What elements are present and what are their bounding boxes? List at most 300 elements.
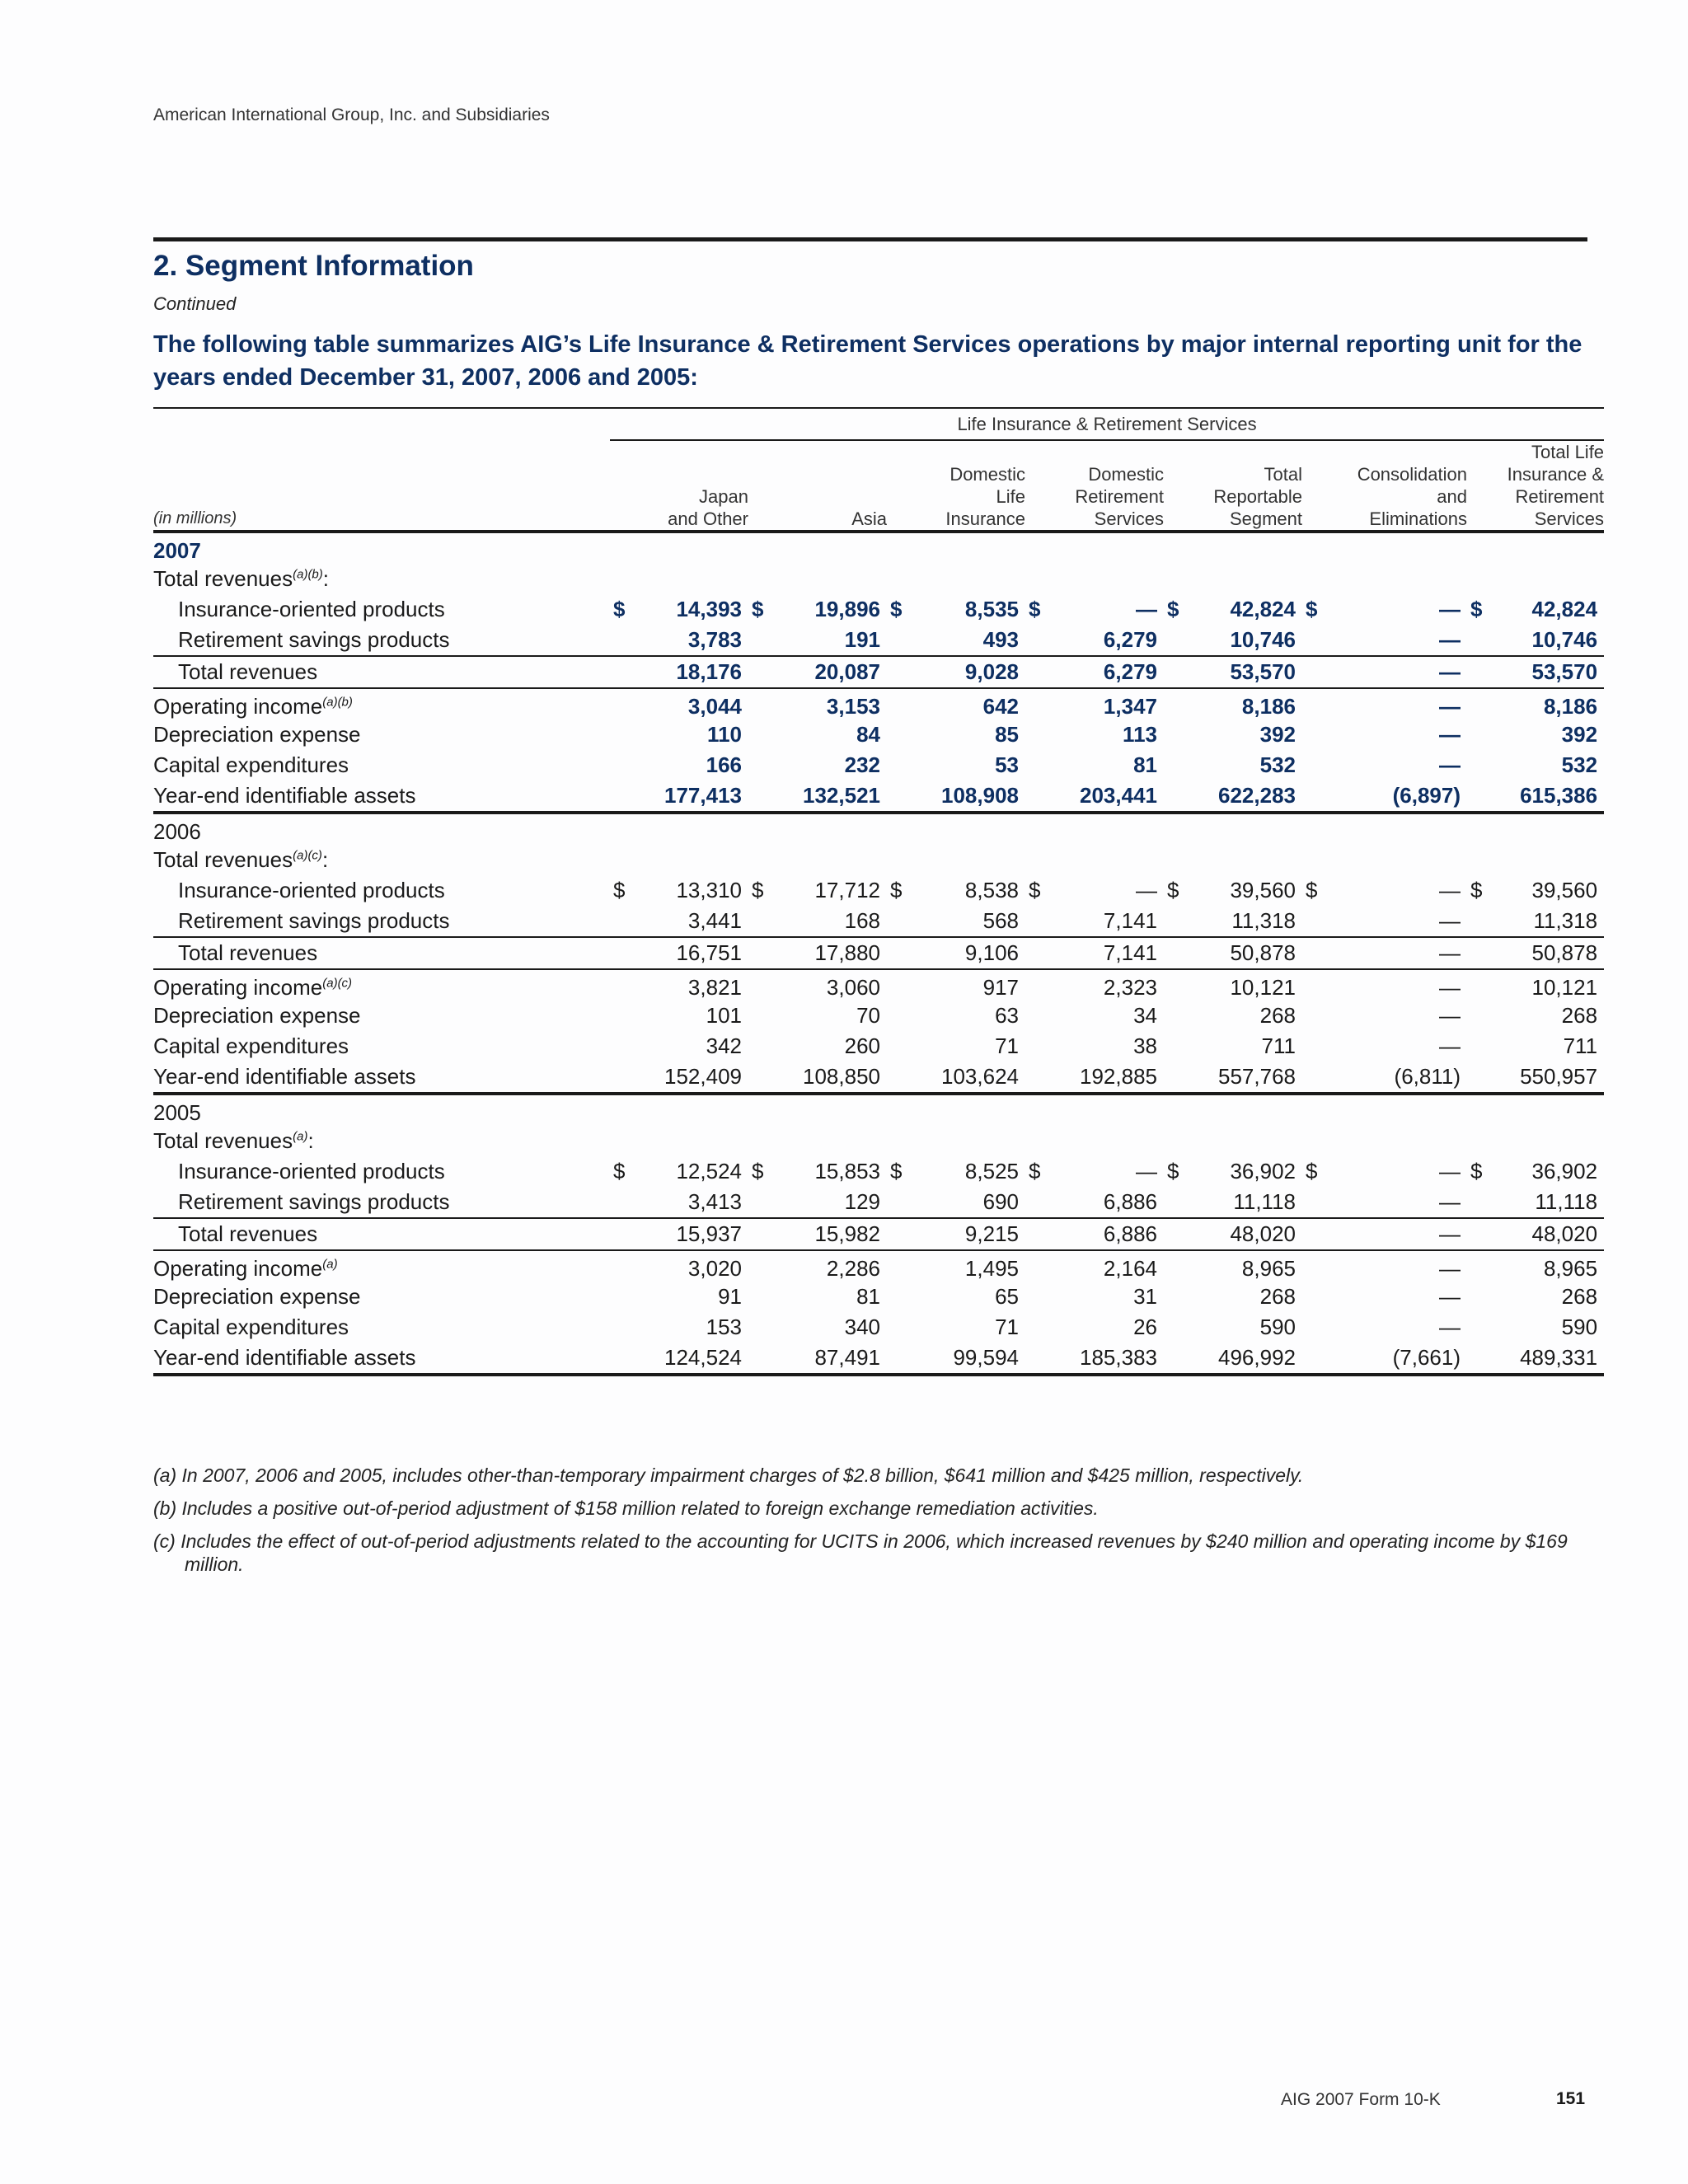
value-cell: 2,286 [826, 1256, 880, 1281]
dollar-sign: $ [752, 597, 764, 621]
data-row-capex [153, 750, 1604, 780]
value-text: 13,310 [676, 878, 742, 902]
value-cell: 15,982 [748, 1218, 887, 1250]
value-cell: 340 [844, 1315, 880, 1339]
data-row-dep [153, 1001, 1604, 1031]
value-text: 42,824 [1531, 597, 1598, 621]
row-label-text: Year-end identifiable assets [153, 1064, 416, 1089]
top-rule [153, 237, 1587, 241]
row-label-text: Year-end identifiable assets [153, 783, 416, 808]
value-cell: 11,118 [1233, 1189, 1296, 1214]
data-row-capex [153, 1312, 1604, 1343]
value-cell: 3,413 [687, 1189, 742, 1214]
value-cell: 65 [995, 1284, 1019, 1309]
value-cell: 8,186 [1543, 694, 1598, 719]
row-label [153, 1062, 610, 1094]
value-cell: 15,937 [610, 1218, 748, 1250]
row-label [153, 906, 610, 937]
year-heading-row [153, 1094, 1604, 1126]
data-row-retirement [153, 625, 1604, 656]
value-cell: 268 [1561, 1003, 1598, 1028]
row-label-text: Capital expenditures [153, 1315, 349, 1339]
row-label [153, 1250, 610, 1282]
row-label-text: Operating income [153, 975, 323, 1000]
value-cell: — [1439, 752, 1461, 777]
dollar-sign: $ [890, 878, 903, 902]
row-label-text: Year-end identifiable assets [153, 1345, 416, 1370]
data-row-assets [153, 1062, 1604, 1094]
value-cell: 81 [856, 1284, 880, 1309]
row-label-text: Operating income [153, 694, 323, 719]
value-cell: 17,880 [748, 937, 887, 969]
value-cell: 3,020 [687, 1256, 742, 1281]
value-cell: 20,087 [748, 656, 887, 688]
row-label [153, 969, 610, 1001]
value-text: — [1439, 878, 1461, 902]
column-header-line: Japan [699, 486, 748, 507]
value-cell: 16,751 [610, 937, 748, 969]
value-cell: 103,624 [887, 1062, 1025, 1094]
group-header-row [153, 408, 1604, 440]
value-cell [748, 1156, 887, 1187]
value-cell: 53,570 [1467, 656, 1604, 688]
value-cell: 71 [995, 1315, 1019, 1339]
dollar-sign: $ [1470, 1159, 1483, 1183]
value-cell: 496,992 [1164, 1343, 1302, 1375]
value-text: 8,535 [964, 597, 1019, 621]
dollar-sign: $ [1167, 597, 1179, 621]
value-text: 8,538 [964, 878, 1019, 902]
row-label-text: Retirement savings products [178, 627, 450, 652]
column-header-line: Segment [1229, 509, 1302, 529]
value-cell: 532 [1561, 752, 1598, 777]
column-header-line: Consolidation [1357, 464, 1467, 485]
value-cell: 185,383 [1025, 1343, 1164, 1375]
value-cell: 177,413 [610, 780, 748, 813]
column-header [887, 440, 1025, 532]
column-header [1025, 440, 1164, 532]
value-cell: 690 [982, 1189, 1019, 1214]
dollar-sign: $ [1470, 878, 1483, 902]
value-cell: 711 [1261, 1033, 1296, 1058]
value-cell: 260 [844, 1033, 880, 1058]
dollar-sign: $ [1029, 597, 1041, 621]
row-label [153, 1187, 610, 1218]
data-row-insurance [153, 1156, 1604, 1187]
data-row-total [153, 937, 1604, 969]
value-cell: 711 [1563, 1033, 1598, 1058]
value-text: — [1136, 1159, 1157, 1183]
continued-label: Continued [153, 293, 237, 314]
page-header: American International Group, Inc. and Subsidiaries [153, 105, 550, 124]
footnote-ref: (a)(c) [293, 848, 322, 863]
value-cell: — [1302, 937, 1467, 969]
dollar-sign: $ [1306, 878, 1318, 902]
value-cell: 191 [844, 627, 880, 652]
value-cell: — [1439, 722, 1461, 747]
value-cell: 132,521 [748, 780, 887, 813]
value-text: — [1439, 597, 1461, 621]
value-cell: 3,783 [687, 627, 742, 652]
row-label [153, 1282, 610, 1312]
value-cell: 8,965 [1241, 1256, 1296, 1281]
value-cell: 26 [1133, 1315, 1157, 1339]
dollar-sign: $ [752, 1159, 764, 1183]
row-label-text: Retirement savings products [178, 908, 450, 933]
value-cell: 232 [844, 752, 880, 777]
value-cell: 1,347 [1103, 694, 1157, 719]
value-cell: 6,886 [1103, 1189, 1157, 1214]
value-cell: 268 [1259, 1284, 1296, 1309]
group-title: Life Insurance & Retirement Services [610, 408, 1604, 440]
value-cell: 81 [1133, 752, 1157, 777]
data-row-insurance [153, 594, 1604, 625]
row-label [153, 1001, 610, 1031]
value-cell: 108,908 [887, 780, 1025, 813]
value-cell: 615,386 [1467, 780, 1604, 813]
units-label: (in millions) [153, 440, 610, 532]
value-cell: 8,965 [1543, 1256, 1598, 1281]
column-header-line: Services [1534, 509, 1605, 529]
value-cell: 11,318 [1533, 908, 1598, 933]
value-cell: 31 [1133, 1284, 1157, 1309]
row-label [153, 937, 610, 969]
row-label-text: Capital expenditures [153, 1033, 349, 1058]
value-cell: 268 [1561, 1284, 1598, 1309]
value-cell: 53 [995, 752, 1019, 777]
footnote-ref: (a)(b) [293, 567, 323, 582]
value-cell: — [1302, 1218, 1467, 1250]
value-cell: 11,118 [1535, 1189, 1598, 1214]
data-row-opinc [153, 1250, 1604, 1282]
row-label [153, 1343, 610, 1375]
value-cell: — [1439, 694, 1461, 719]
value-cell [748, 875, 887, 906]
value-cell: 87,491 [748, 1343, 887, 1375]
section-title: 2. Segment Information [153, 250, 474, 282]
column-header-row [153, 440, 1604, 532]
row-label [153, 688, 610, 719]
data-row-assets [153, 780, 1604, 813]
dollar-sign: $ [1470, 597, 1483, 621]
column-header-line: Life [996, 486, 1025, 507]
value-cell: 6,279 [1025, 656, 1164, 688]
segment-table [153, 407, 1604, 1376]
row-label-text: Depreciation expense [153, 722, 361, 747]
value-text: 42,824 [1230, 597, 1296, 621]
dollar-sign: $ [1167, 1159, 1179, 1183]
value-cell: 6,886 [1025, 1218, 1164, 1250]
value-cell: 642 [982, 694, 1019, 719]
value-cell: 48,020 [1164, 1218, 1302, 1250]
value-text: 36,902 [1230, 1159, 1296, 1183]
column-header-line: and [1437, 486, 1467, 507]
column-header-line: Total [1264, 464, 1302, 485]
column-header-line: Reportable [1213, 486, 1302, 507]
data-row-retirement [153, 906, 1604, 937]
column-header [1164, 440, 1302, 532]
value-cell: — [1439, 975, 1461, 1000]
value-text: 39,560 [1531, 878, 1598, 902]
value-cell: 590 [1259, 1315, 1296, 1339]
dollar-sign: $ [1029, 878, 1041, 902]
footnote: (b) Includes a positive out-of-period adjustment of $158 million related to foreign exchange remediation activities. [153, 1497, 1099, 1519]
value-cell [1025, 875, 1164, 906]
intro-paragraph: The following table summarizes AIG’s Life Insurance & Retirement Services operations by major internal reporting unit for the years ended December 31, 2007, 2006 and 2005: [153, 331, 1582, 391]
dollar-sign: $ [890, 597, 903, 621]
column-header-line: Insurance & [1507, 464, 1605, 485]
value-cell [1164, 1156, 1302, 1187]
value-cell: 489,331 [1467, 1343, 1604, 1375]
data-row-assets [153, 1343, 1604, 1375]
row-label [153, 625, 610, 656]
total-revenues-heading-row [153, 845, 1604, 875]
value-cell: — [1439, 1284, 1461, 1309]
value-cell: — [1439, 908, 1461, 933]
data-row-opinc [153, 688, 1604, 719]
row-label [153, 719, 610, 750]
value-cell: 1,495 [964, 1256, 1019, 1281]
year-heading-row [153, 813, 1604, 845]
value-cell: 532 [1259, 752, 1296, 777]
value-cell: 38 [1133, 1033, 1157, 1058]
value-cell: 85 [995, 722, 1019, 747]
value-cell: 70 [856, 1003, 880, 1028]
value-cell: 108,850 [748, 1062, 887, 1094]
value-text: 12,524 [676, 1159, 742, 1183]
value-text: 19,896 [814, 597, 880, 621]
row-label [153, 1156, 610, 1187]
value-cell [1302, 1156, 1467, 1187]
value-cell: 153 [706, 1315, 742, 1339]
value-cell: 168 [844, 908, 880, 933]
year-label: 2005 [153, 1100, 201, 1125]
value-cell: 8,186 [1241, 694, 1296, 719]
value-cell: 557,768 [1164, 1062, 1302, 1094]
row-label [153, 594, 610, 625]
value-cell: 2,164 [1103, 1256, 1157, 1281]
row-label-text: Operating income [153, 1256, 323, 1281]
column-header [748, 440, 887, 532]
value-cell: 392 [1259, 722, 1296, 747]
value-cell: 392 [1561, 722, 1598, 747]
value-cell: 129 [844, 1189, 880, 1214]
dollar-sign: $ [613, 1159, 626, 1183]
row-label [153, 750, 610, 780]
value-cell: 50,878 [1164, 937, 1302, 969]
value-text: 14,393 [676, 597, 742, 621]
value-cell: 9,028 [887, 656, 1025, 688]
value-cell [887, 594, 1025, 625]
value-cell [887, 1156, 1025, 1187]
value-cell: — [1439, 1315, 1461, 1339]
row-label-text: Total revenues [178, 659, 318, 684]
row-label-text: Depreciation expense [153, 1003, 361, 1028]
row-label-text: Insurance-oriented products [178, 597, 445, 621]
value-cell: 11,318 [1231, 908, 1296, 933]
value-cell: 71 [995, 1033, 1019, 1058]
row-label [153, 780, 610, 813]
value-cell: 166 [706, 752, 742, 777]
row-label [153, 1031, 610, 1062]
footer-form-label: AIG 2007 Form 10-K [1281, 2090, 1441, 2109]
value-cell: 99,594 [887, 1343, 1025, 1375]
value-cell: 192,885 [1025, 1062, 1164, 1094]
value-cell: 124,524 [610, 1343, 748, 1375]
data-row-insurance [153, 875, 1604, 906]
footnote: (c) Includes the effect of out-of-period adjustments related to the accounting for UCITS in 2006, which increased revenues by $240 million and operating income by $169 million. [153, 1530, 1568, 1575]
value-cell: (6,897) [1302, 780, 1467, 813]
total-revenues-heading: Total revenues$^{(a)}$: [153, 1128, 314, 1153]
column-header [1467, 440, 1604, 532]
total-revenues-heading-text: Total revenues [153, 566, 293, 591]
value-cell: 110 [707, 722, 742, 747]
value-cell: 84 [856, 722, 880, 747]
value-cell: 10,746 [1230, 627, 1296, 652]
value-cell [1302, 594, 1467, 625]
year-heading-row [153, 532, 1604, 564]
value-cell: 9,106 [887, 937, 1025, 969]
value-cell: 18,176 [610, 656, 748, 688]
segment-table-body [153, 408, 1604, 1375]
footnotes [153, 1464, 1587, 1586]
data-row-retirement [153, 1187, 1604, 1218]
column-header-line: Retirement [1075, 486, 1164, 507]
data-row-total [153, 656, 1604, 688]
dollar-sign: $ [752, 878, 764, 902]
total-revenues-heading-row [153, 1126, 1604, 1156]
footnote-ref: (a)(b) [322, 695, 353, 710]
column-header-line: Retirement [1515, 486, 1605, 507]
total-revenues-heading: Total revenues$^{(a)(b)}$: [153, 566, 330, 591]
row-label-text: Insurance-oriented products [178, 878, 445, 902]
row-label-text: Depreciation expense [153, 1284, 361, 1309]
value-cell: 91 [718, 1284, 742, 1309]
column-header [610, 440, 748, 532]
row-label-text: Capital expenditures [153, 752, 349, 777]
value-cell: — [1439, 1003, 1461, 1028]
value-cell: 7,141 [1103, 908, 1157, 933]
value-text: — [1136, 878, 1157, 902]
dollar-sign: $ [613, 878, 626, 902]
value-cell: 568 [982, 908, 1019, 933]
value-cell: 342 [706, 1033, 742, 1058]
value-cell: 917 [982, 975, 1019, 1000]
dollar-sign: $ [613, 597, 626, 621]
year-label: 2007 [153, 538, 201, 563]
value-cell: 622,283 [1164, 780, 1302, 813]
value-text: 15,853 [814, 1159, 880, 1183]
footnote-ref: (a) [293, 1129, 308, 1144]
data-row-opinc [153, 969, 1604, 1001]
data-row-dep [153, 719, 1604, 750]
column-header-line: Domestic [1088, 464, 1164, 485]
value-text: 17,712 [814, 878, 880, 902]
footnote-ref: (a)(c) [322, 976, 353, 991]
value-cell: 550,957 [1467, 1062, 1604, 1094]
value-cell [610, 875, 748, 906]
footnote-ref: (a) [322, 1257, 338, 1272]
value-cell: 34 [1133, 1003, 1157, 1028]
year-label: 2006 [153, 819, 201, 844]
dollar-sign: $ [1167, 878, 1179, 902]
column-header-line: Domestic [950, 464, 1025, 485]
value-cell: 6,279 [1103, 627, 1157, 652]
value-cell: 3,441 [687, 908, 742, 933]
value-cell: 3,821 [687, 975, 742, 1000]
total-revenues-heading-text: Total revenues [153, 1128, 293, 1153]
value-cell [1467, 875, 1604, 906]
value-text: 36,902 [1531, 1159, 1598, 1183]
total-revenues-heading-text: Total revenues [153, 847, 293, 872]
value-text: — [1439, 1159, 1461, 1183]
value-cell: 10,121 [1531, 975, 1598, 1000]
column-header-line: and Other [668, 509, 748, 529]
value-cell: 50,878 [1467, 937, 1604, 969]
dollar-sign: $ [1306, 1159, 1318, 1183]
page-number: 151 [1556, 2089, 1586, 2108]
column-header-line: Insurance [945, 509, 1025, 529]
value-cell: 2,323 [1103, 975, 1157, 1000]
dollar-sign: $ [890, 1159, 903, 1183]
value-cell [887, 875, 1025, 906]
row-label [153, 656, 610, 688]
value-cell: 7,141 [1025, 937, 1164, 969]
value-cell: 3,153 [826, 694, 880, 719]
column-header [1302, 440, 1467, 532]
value-cell [748, 594, 887, 625]
total-revenues-heading-row [153, 564, 1604, 594]
value-cell: 53,570 [1164, 656, 1302, 688]
value-cell: 113 [1123, 722, 1157, 747]
value-text: — [1136, 597, 1157, 621]
value-cell: 10,121 [1230, 975, 1296, 1000]
data-row-total [153, 1218, 1604, 1250]
dollar-sign: $ [1306, 597, 1318, 621]
total-revenues-heading: Total revenues$^{(a)(c)}$: [153, 847, 329, 872]
value-cell [1467, 1156, 1604, 1187]
value-cell: (7,661) [1302, 1343, 1467, 1375]
value-cell: 3,060 [826, 975, 880, 1000]
column-header-line: Total Life [1531, 442, 1605, 462]
value-cell: 9,215 [887, 1218, 1025, 1250]
value-cell: — [1439, 1189, 1461, 1214]
row-label [153, 1312, 610, 1343]
value-cell: 48,020 [1467, 1218, 1604, 1250]
footnote: (a) In 2007, 2006 and 2005, includes other-than-temporary impairment charges of $2.8 billion, $641 million and $425 million, respectively. [153, 1465, 1304, 1486]
value-cell: 590 [1561, 1315, 1598, 1339]
row-label-text: Total revenues [178, 940, 318, 965]
value-cell: 10,746 [1531, 627, 1598, 652]
value-cell: 63 [995, 1003, 1019, 1028]
value-cell: — [1439, 1256, 1461, 1281]
value-cell: 493 [982, 627, 1019, 652]
value-text: 39,560 [1230, 878, 1296, 902]
value-cell: 203,441 [1025, 780, 1164, 813]
column-header-line: Services [1094, 509, 1164, 529]
value-cell [1025, 1156, 1164, 1187]
column-header-line: Asia [851, 509, 887, 529]
value-cell [1025, 594, 1164, 625]
value-cell: 152,409 [610, 1062, 748, 1094]
value-cell: — [1439, 627, 1461, 652]
value-cell: 268 [1259, 1003, 1296, 1028]
value-cell [1164, 875, 1302, 906]
column-header-line: Eliminations [1369, 509, 1467, 529]
dollar-sign: $ [1029, 1159, 1041, 1183]
value-cell [1302, 875, 1467, 906]
value-cell [610, 594, 748, 625]
